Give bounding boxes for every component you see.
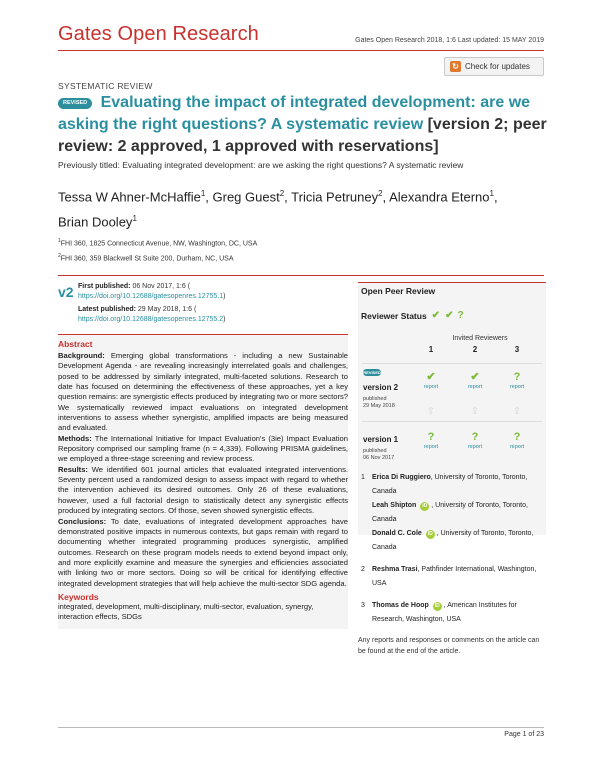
reservations-icon: ? bbox=[513, 371, 521, 383]
affiliations bbox=[58, 235, 257, 266]
author-affiliation-mark: 1 bbox=[132, 214, 137, 224]
review-cell[interactable] bbox=[416, 371, 446, 391]
results-label: Results: bbox=[58, 464, 88, 474]
author[interactable]: Alexandra Eterno bbox=[389, 189, 490, 205]
reviewer-name[interactable]: Reshma Trasi bbox=[372, 566, 418, 573]
version-2-label[interactable]: version 2 bbox=[363, 383, 399, 392]
affiliation-text: FHI 360, 1825 Connecticut Avenue, NW, Washington, DC, USA bbox=[60, 240, 258, 248]
review-cell[interactable] bbox=[502, 371, 532, 391]
background-label: Background: bbox=[58, 351, 105, 360]
first-close: ) bbox=[223, 293, 226, 300]
title-text: Evaluating the impact of integrated development: are we asking the right questions? A systematic review bbox=[58, 94, 531, 133]
keywords-heading: Keywords bbox=[58, 591, 99, 602]
report-link[interactable]: report bbox=[423, 384, 439, 390]
report-link[interactable]: report bbox=[467, 384, 483, 390]
first-published bbox=[78, 282, 348, 302]
author[interactable]: Greg Guest bbox=[212, 189, 280, 205]
methods-label: Methods: bbox=[58, 433, 92, 443]
review-cell[interactable] bbox=[416, 431, 446, 451]
reviewer-column-2: 2 bbox=[472, 345, 478, 354]
published-date: 29 May 2018 bbox=[363, 403, 395, 409]
reviewer-affiliation: , University of Toronto, Toronto, Canada bbox=[372, 502, 528, 523]
orcid-icon[interactable]: iD bbox=[434, 603, 440, 609]
affiliation-rule bbox=[58, 275, 544, 276]
latest-published-label: Latest published: bbox=[78, 306, 136, 313]
report-link[interactable]: report bbox=[509, 444, 525, 450]
conclusions-label: Conclusions: bbox=[58, 516, 107, 526]
arrow-up-icon: ⇧ bbox=[512, 406, 522, 417]
version-1-published bbox=[363, 448, 394, 462]
reviewer-affiliation: , American Institutes for Research, Washington, USA bbox=[372, 602, 517, 623]
published-label: published bbox=[363, 448, 387, 454]
version-1-label[interactable]: version 1 bbox=[363, 435, 399, 444]
reviewer-entry bbox=[358, 563, 546, 591]
abstract-background bbox=[58, 351, 348, 434]
author-affiliation-mark: 2 bbox=[378, 189, 383, 198]
abstract-body bbox=[58, 351, 348, 589]
author-separator: , bbox=[493, 189, 498, 205]
journal-title: Gates Open Research bbox=[58, 23, 259, 45]
reviewer-affiliation: , University of Toronto, Toronto, Canada bbox=[372, 474, 528, 495]
abstract-heading: Abstract bbox=[58, 339, 93, 349]
author[interactable]: Brian Dooley bbox=[58, 214, 133, 230]
approved-icon: ✔ bbox=[431, 310, 441, 321]
reviewer-line bbox=[372, 599, 546, 627]
author-affiliation-mark: 2 bbox=[279, 189, 285, 198]
previous-title: Previously titled: Evaluating integrated development: are we asking the right questions? A systematic review bbox=[58, 160, 464, 170]
results-text: We identified 601 journal articles that evaluated integrated interventions. Seventy percent used a randomized design to assess impact with regard to whether the intervention achieved its desired outcomes. Only 26 of these evaluations, however, used a full factorial design to statistically detect any synergistic effects produced by integrating sectors. Of those, seven showed synergistic effects. bbox=[58, 464, 348, 516]
latest-doi-link[interactable]: https://doi.org/10.12688/gatesopenres.12755.2 bbox=[78, 316, 224, 323]
reviewer-name[interactable]: Thomas de Hoop bbox=[372, 602, 429, 609]
reviewer-affiliation: , Pathfinder International, Washington, USA bbox=[372, 566, 537, 587]
reviewer-name[interactable]: Donald C. Cole bbox=[372, 530, 422, 537]
first-published-date: 06 Nov 2017, 1:6 ( bbox=[132, 283, 191, 290]
affiliation bbox=[58, 235, 257, 250]
title-status: [version 2; peer review: 2 approved, 1 approved with reservations] bbox=[58, 116, 547, 155]
reviewer-column-1: 1 bbox=[428, 345, 434, 354]
reservations-icon: ? bbox=[513, 431, 521, 443]
affiliation-num: 1 bbox=[58, 238, 61, 244]
revised-badge: REVISED bbox=[363, 370, 381, 375]
reviewer-status-label: Reviewer Status bbox=[361, 310, 427, 321]
check-updates-button[interactable] bbox=[444, 57, 544, 76]
affiliation bbox=[58, 250, 257, 265]
reservations-icon: ? bbox=[471, 431, 479, 443]
latest-close: ) bbox=[223, 316, 226, 323]
reviewer-number: 3 bbox=[361, 602, 365, 609]
keywords-text: integrated, development, multi-disciplinary, multi-sector, evaluation, synergy, interaction effects, SDGs bbox=[58, 601, 314, 622]
published-label: published bbox=[363, 396, 387, 402]
revised-badge: REVISED bbox=[58, 98, 92, 109]
author-separator: , bbox=[382, 189, 390, 205]
update-icon: ↻ bbox=[450, 61, 461, 72]
reviewer-entry bbox=[358, 599, 546, 627]
orcid-icon[interactable]: iD bbox=[427, 531, 433, 537]
author-affiliation-mark: 1 bbox=[200, 189, 206, 198]
header-rule bbox=[58, 50, 544, 51]
publication-history bbox=[78, 282, 348, 325]
published-date: 06 Nov 2017 bbox=[363, 455, 395, 461]
right-column bbox=[358, 282, 546, 657]
author-list bbox=[58, 183, 538, 234]
review-cell[interactable] bbox=[460, 431, 490, 451]
footer-rule bbox=[58, 727, 544, 728]
latest-published-date: 29 May 2018, 1:6 ( bbox=[137, 306, 197, 313]
approved-icon: ✔ bbox=[470, 371, 480, 383]
approved-icon: ✔ bbox=[426, 371, 436, 383]
reviewer-number: 2 bbox=[361, 566, 365, 573]
author-separator: , bbox=[205, 189, 213, 205]
reservations-icon: ? bbox=[457, 310, 464, 321]
affiliation-text: FHI 360, 359 Blackwell St Suite 200, Durham, NC, USA bbox=[60, 255, 234, 263]
open-peer-review-panel bbox=[358, 282, 546, 535]
page-number: Page 1 of 23 bbox=[504, 731, 544, 738]
reviewer-name[interactable]: Leah Shipton bbox=[372, 502, 417, 509]
abstract-conclusions bbox=[58, 517, 348, 589]
latest-published bbox=[78, 305, 348, 325]
version-2-published bbox=[363, 396, 395, 410]
methods-text: The International Initiative for Impact Evaluation's (3ie) Impact Evaluation Repository comprised our sampling frame (n = 4,339). Following PRISMA guidelines, we employed a three-stage screening and review process. bbox=[58, 433, 348, 464]
article-title bbox=[58, 92, 548, 158]
reviewer-column-3: 3 bbox=[514, 345, 520, 354]
abstract-methods bbox=[58, 434, 348, 465]
abstract-section bbox=[58, 334, 348, 629]
version-label: v2 bbox=[58, 284, 74, 300]
reviews-note: Any reports and responses or comments on the article can be found at the end of the article. bbox=[358, 637, 540, 655]
reservations-icon: ? bbox=[427, 431, 435, 443]
table-divider bbox=[362, 421, 542, 422]
arrow-up-icon: ⇧ bbox=[470, 406, 480, 417]
reviewer-number: 1 bbox=[361, 474, 365, 481]
first-published-label: First published: bbox=[78, 283, 131, 290]
reviewer-affiliation: , University of Toronto, Toronto, Canada bbox=[372, 530, 534, 551]
approved-icon: ✔ bbox=[445, 310, 454, 321]
review-cell[interactable] bbox=[460, 371, 490, 391]
orcid-icon[interactable]: iD bbox=[422, 503, 428, 509]
author-affiliation-mark: 1 bbox=[489, 189, 494, 198]
invited-reviewers-heading: Invited Reviewers bbox=[452, 335, 508, 342]
review-cell[interactable] bbox=[502, 431, 532, 451]
first-doi-link[interactable]: https://doi.org/10.12688/gatesopenres.12755.1 bbox=[78, 293, 224, 300]
check-updates-label: Check for updates bbox=[465, 62, 530, 71]
reviewer-status bbox=[358, 310, 546, 321]
author-separator: , bbox=[284, 189, 292, 205]
abstract-results bbox=[58, 465, 348, 517]
report-link[interactable]: report bbox=[509, 384, 525, 390]
author[interactable]: Tricia Petruney bbox=[291, 189, 379, 205]
header-meta: Gates Open Research 2018, 1:6 Last updated: 15 MAY 2019 bbox=[355, 37, 544, 44]
reviewer-body bbox=[372, 599, 546, 627]
article-type: SYSTEMATIC REVIEW bbox=[58, 81, 153, 91]
open-peer-review-heading: Open Peer Review bbox=[361, 286, 436, 296]
invited-reviewers-table bbox=[358, 335, 546, 535]
report-link[interactable]: report bbox=[467, 444, 483, 450]
reviewer-line bbox=[372, 563, 546, 591]
table-divider bbox=[362, 363, 542, 364]
affiliation-num: 2 bbox=[58, 253, 61, 260]
reviewer-body bbox=[372, 563, 546, 591]
report-link[interactable]: report bbox=[423, 444, 439, 450]
arrow-up-icon: ⇧ bbox=[426, 406, 436, 417]
background-text: Emerging global transformations - including a new Sustainable Development Agenda - are revealing increasingly interrelated goals and challenges, posed to be addressed by similarly integrated, multi-faceted solutions. Research to date has focused on determining the effectiveness of these approaches, yet a key question remains: are synergistic effects produced by integrating two or more sectors? We systematically reviewed impact evaluations on integrated development interventions to assess whether synergistic, amplified impacts are being measured and evaluated. bbox=[58, 351, 348, 433]
reviewer-name[interactable]: Erica Di Ruggiero bbox=[372, 474, 431, 481]
conclusions-text: To date, evaluations of integrated development approaches have demonstrated positive impacts in numerous contexts, but gaps remain with regard to documenting whether integrated programming produces synergistic, amplified outcomes. Research on these program models needs to extend beyond impact only, and more explicitly examine and measure the synergies and efficiencies associated with linking two or more sectors. Doing so will be critical for identifying effective integrated development strategies that will help achieve the multi-sector SDG agenda. bbox=[58, 516, 348, 588]
author[interactable]: Tessa W Ahner-McHaffie bbox=[58, 189, 201, 205]
